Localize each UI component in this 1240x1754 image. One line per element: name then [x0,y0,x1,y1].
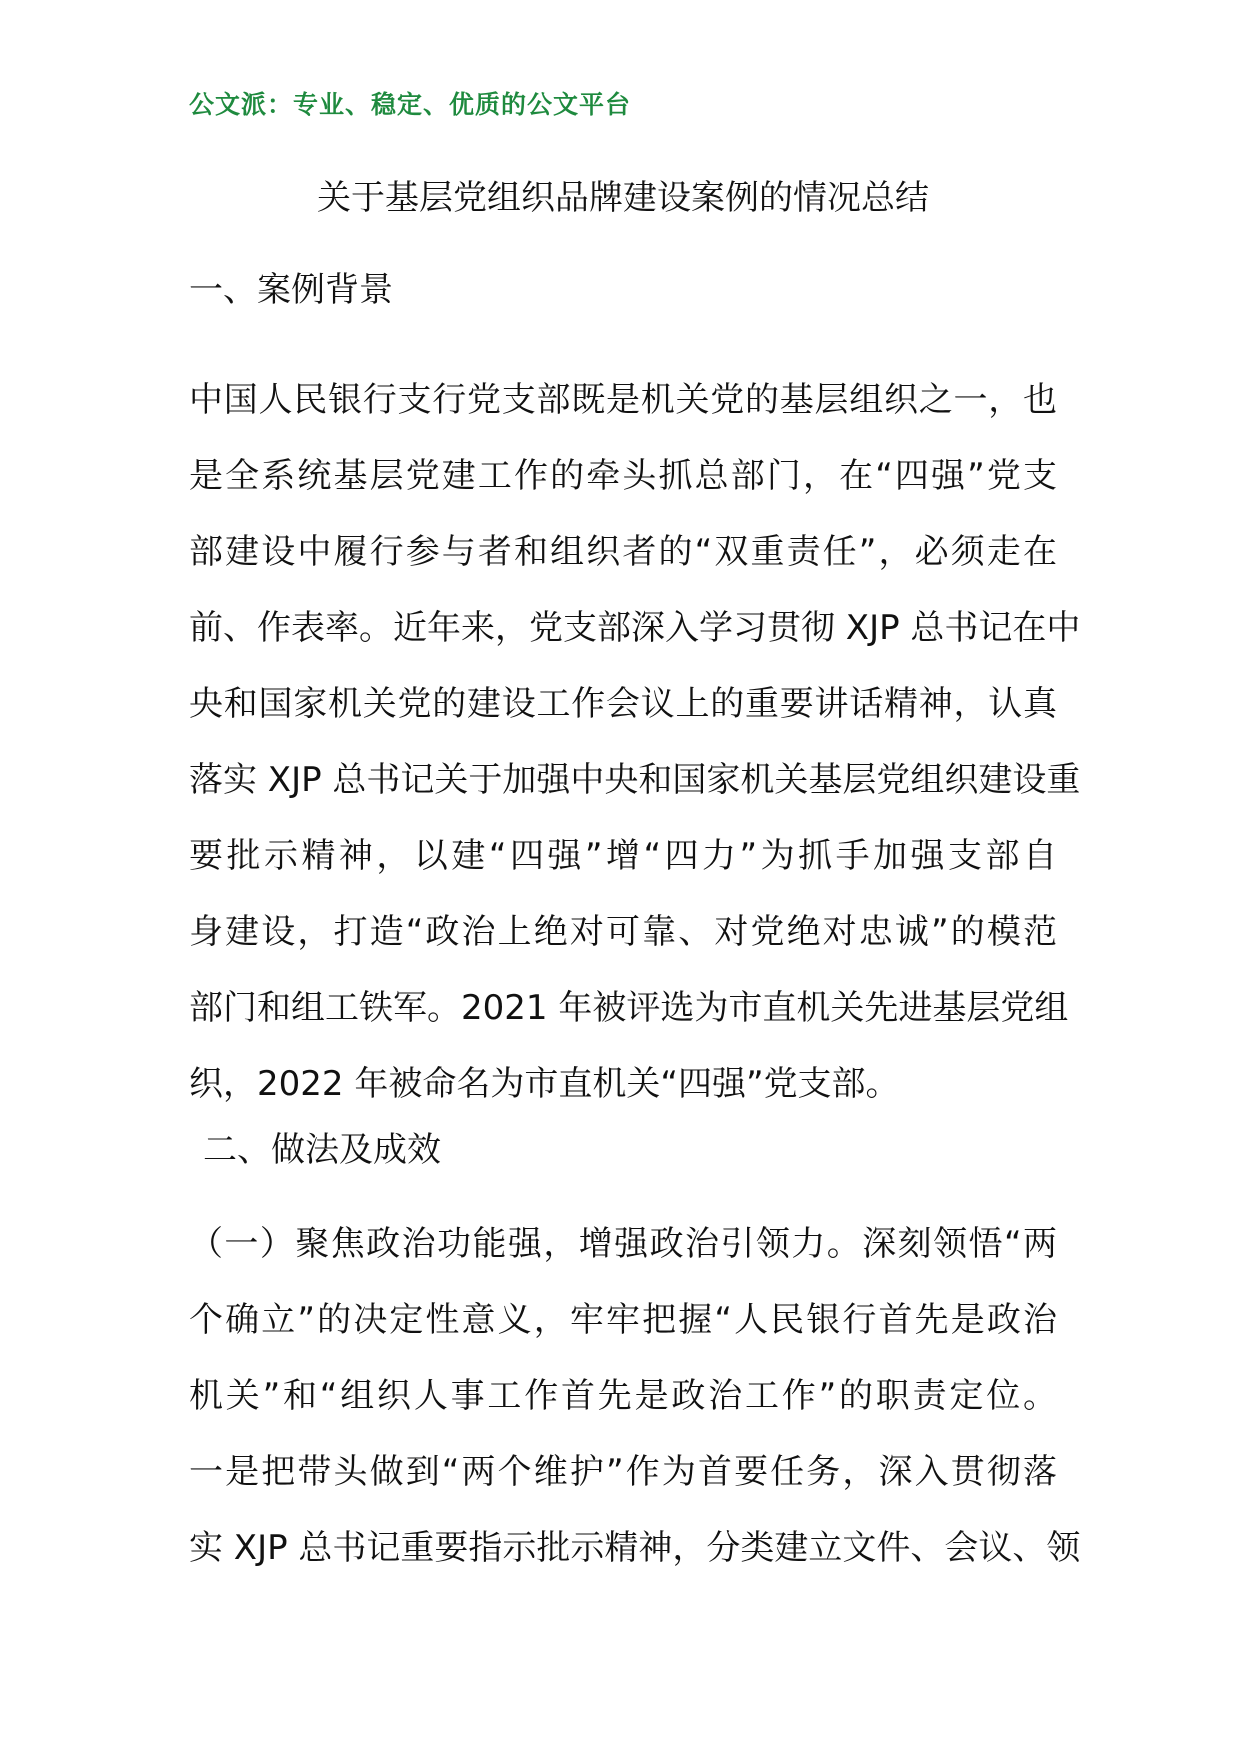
paragraph-line: 一是把带头做到“两个维护”作为首要任务，深入贯彻落 [189,1452,1057,1492]
section-heading-background: 一、案例背景 [189,270,393,310]
paragraph-line: 要批示精神，以建“四强”增“四力”为抓手加强支部自 [189,836,1057,876]
paragraph-line: 中国人民银行支行党支部既是机关党的基层组织之一，也 [189,380,1057,420]
paragraph-line: 是全系统基层党建工作的牵头抓总部门，在“四强”党支 [189,456,1057,496]
paragraph-line: 实 XJP 总书记重要指示批示精神，分类建立文件、会议、领 [189,1528,1081,1568]
paragraph-line: 部建设中履行参与者和组织者的“双重责任”，必须走在 [189,532,1057,572]
paragraph-line: 部门和组工铁军。2021 年被评选为市直机关先进基层党组 [189,988,1069,1028]
document-title: 关于基层党组织品牌建设案例的情况总结 [317,178,929,218]
section-paragraph-practices [189,1206,1081,1586]
paragraph-line: 织，2022 年被命名为市直机关“四强”党支部。 [189,1064,900,1104]
paragraph-line: 央和国家机关党的建设工作会议上的重要讲话精神，认真 [189,684,1057,724]
paragraph-line: 个确立”的决定性意义，牢牢把握“人民银行首先是政治 [189,1300,1057,1340]
watermark-banner: 公文派：专业、稳定、优质的公文平台 [189,90,632,119]
paragraph-line: 前、作表率。近年来，党支部深入学习贯彻 XJP 总书记在中 [189,608,1081,648]
section-heading-practices: 二、做法及成效 [203,1130,441,1170]
paragraph-line: （一）聚焦政治功能强，增强政治引领力。深刻领悟“两 [189,1224,1057,1264]
paragraph-line: 身建设，打造“政治上绝对可靠、对党绝对忠诚”的模范 [189,912,1057,952]
paragraph-line: 机关”和“组织人事工作首先是政治工作”的职责定位。 [189,1376,1057,1416]
section-paragraph-background [189,362,1081,1122]
paragraph-line: 落实 XJP 总书记关于加强中央和国家机关基层党组织建设重 [189,760,1081,800]
